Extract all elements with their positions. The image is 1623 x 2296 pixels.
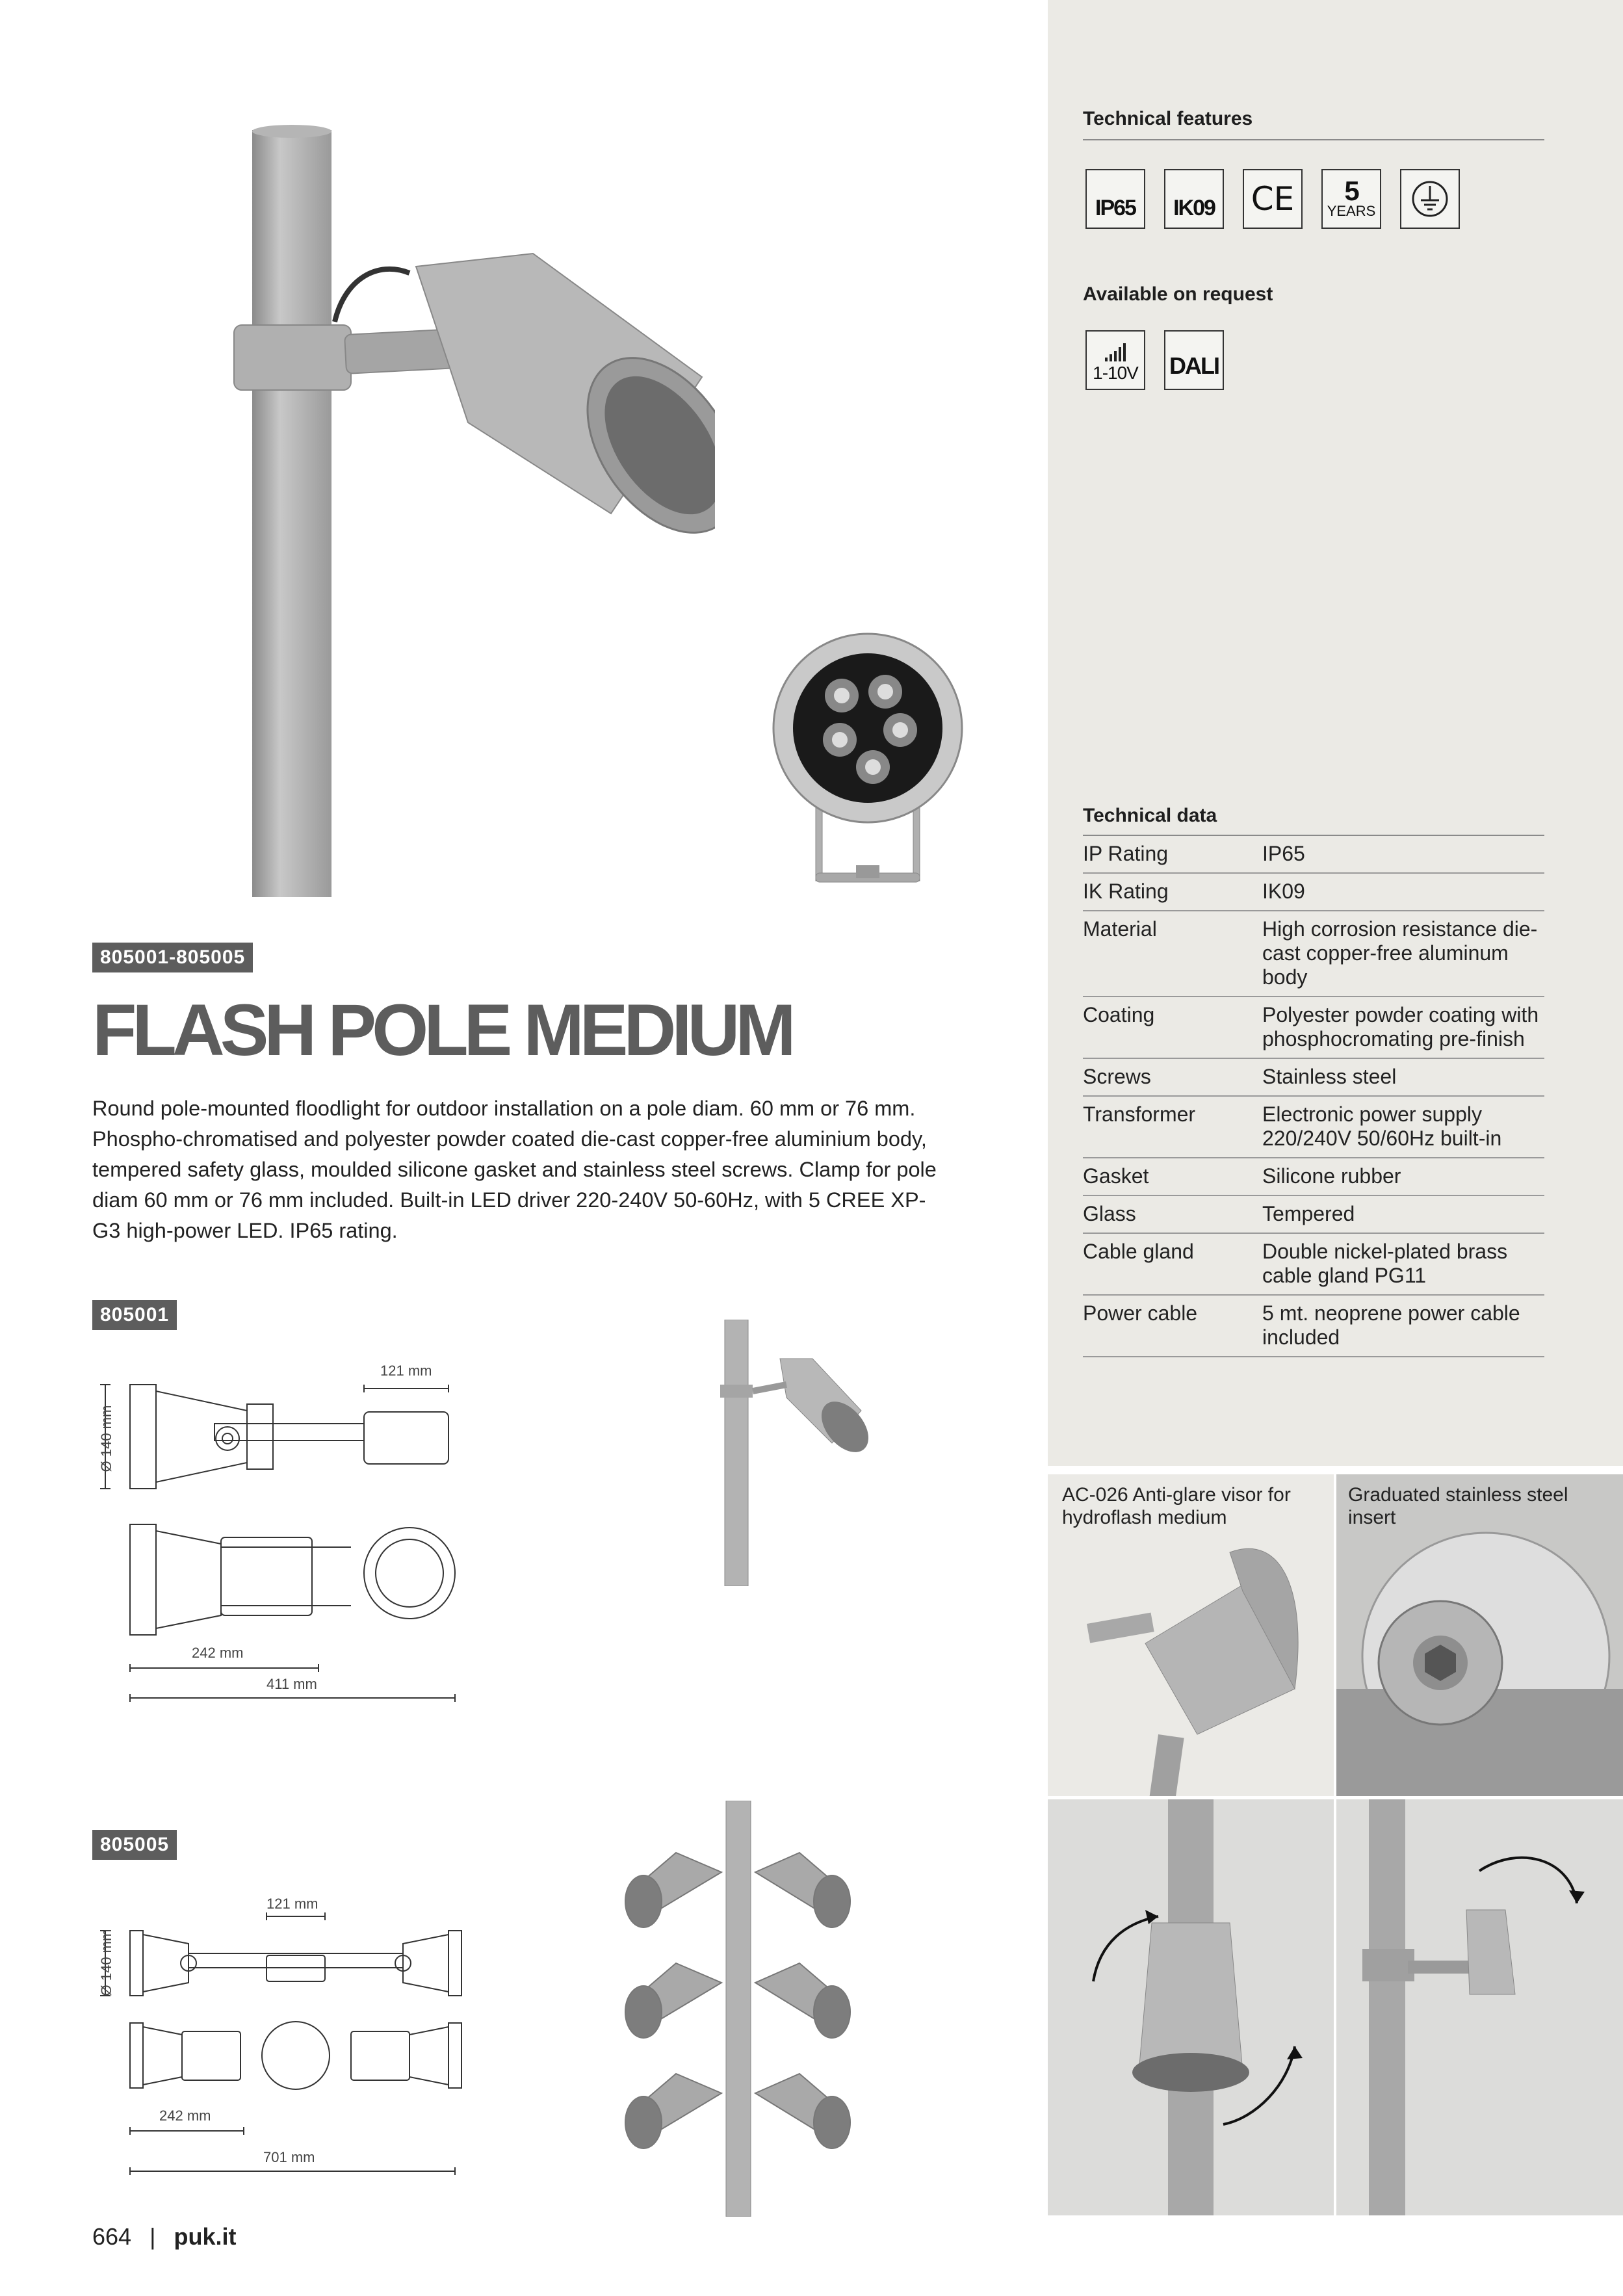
- tech-data-key: Gasket: [1083, 1158, 1262, 1195]
- technical-drawing-805001: [91, 1359, 481, 1710]
- dim-a: 242 mm: [192, 1645, 244, 1661]
- site-link[interactable]: puk.it: [174, 2223, 237, 2250]
- variant-code-805001: 805001: [92, 1300, 177, 1330]
- tech-data-key: Coating: [1083, 997, 1262, 1058]
- page-number: 664: [92, 2223, 132, 2250]
- tech-data-key: Glass: [1083, 1195, 1262, 1233]
- ik09-badge: IK09: [1164, 169, 1224, 229]
- tech-data-key: Transformer: [1083, 1096, 1262, 1158]
- dim-diameter: Ø 140 mm: [98, 1929, 114, 1996]
- tech-data-value: IK09: [1262, 873, 1544, 911]
- tech-data-key: Cable gland: [1083, 1233, 1262, 1295]
- dimmer-1-10v-badge: 1-10V: [1085, 330, 1145, 390]
- available-title: Available on request: [1083, 283, 1273, 305]
- variant-code-805005: 805005: [92, 1830, 177, 1860]
- tech-data-value: Stainless steel: [1262, 1058, 1544, 1096]
- ip65-badge: IP65: [1085, 169, 1145, 229]
- tech-data-value: Tempered: [1262, 1195, 1544, 1233]
- product-description: Round pole-mounted floodlight for outdoor installation on a pole diam. 60 mm or 76 mm. Phospho-chromatised and polyester powder coated die-cast copper-free aluminium body, tempered safety glass, moulded silicone gasket and stainless steel screws. Clamp for pole diam 60 mm or 76 mm included. Built-in LED driver 220-240V 50-60Hz, with 5 CREE XP-G3 high-power LED. IP65 rating.: [92, 1097, 937, 1242]
- tech-data-row: [1083, 1058, 1544, 1096]
- tech-data-key: Screws: [1083, 1058, 1262, 1096]
- tech-data-title: Technical data: [1083, 805, 1217, 826]
- tech-data-key: Material: [1083, 911, 1262, 997]
- product-code-badge: 805001-805005: [92, 943, 253, 972]
- tech-features-title: Technical features: [1083, 108, 1253, 129]
- warranty-badge: 5 YEARS: [1321, 169, 1381, 229]
- tech-data-key: IP Rating: [1083, 836, 1262, 873]
- dali-badge: DALI: [1164, 330, 1224, 390]
- divider: [1083, 139, 1544, 140]
- earth-ground-icon: [1400, 169, 1460, 229]
- footer-separator: |: [149, 2223, 156, 2250]
- product-photo-805005: [617, 1801, 864, 2217]
- technical-drawing-805005: [91, 1898, 481, 2184]
- tech-data-row: [1083, 1195, 1544, 1233]
- tech-data-row: [1083, 1233, 1544, 1295]
- tech-data-value: Double nickel-plated brass cable gland PG11: [1262, 1233, 1544, 1295]
- rotation-photo-horizontal: [1336, 1799, 1623, 2215]
- product-photo-main: [195, 98, 715, 897]
- accessory-insert-caption: Graduated stainless steel insert: [1348, 1484, 1568, 1528]
- product-photo-front: [770, 627, 965, 900]
- page-footer: [92, 2223, 236, 2250]
- signal-bars-icon: [1102, 343, 1128, 363]
- tech-data-key: IK Rating: [1083, 873, 1262, 911]
- tech-data-row: [1083, 911, 1544, 997]
- tech-data-table: [1083, 836, 1544, 1357]
- dim-diameter: Ø 140 mm: [98, 1405, 114, 1472]
- dim-a: 242 mm: [159, 2107, 211, 2124]
- tech-data-value: Electronic power supply 220/240V 50/60Hz built-in: [1262, 1096, 1544, 1158]
- dim-total: 411 mm: [266, 1676, 317, 1692]
- ce-mark-icon: CE: [1243, 169, 1303, 229]
- tech-data-value: High corrosion resistance die-cast copper-free aluminum body: [1262, 911, 1544, 997]
- tech-data-key: Power cable: [1083, 1295, 1262, 1357]
- tech-data-row: [1083, 836, 1544, 873]
- product-photo-805001: [715, 1320, 871, 1586]
- tech-data-value: 5 mt. neoprene power cable included: [1262, 1295, 1544, 1357]
- dim-total: 701 mm: [263, 2149, 315, 2165]
- tech-data-row: [1083, 997, 1544, 1058]
- accessory-visor-photo: [1048, 1474, 1334, 1796]
- tech-data-row: [1083, 1295, 1544, 1357]
- accessory-insert-photo: [1336, 1474, 1623, 1796]
- tech-data-row: [1083, 873, 1544, 911]
- tech-data-value: Silicone rubber: [1262, 1158, 1544, 1195]
- tech-data-value: IP65: [1262, 836, 1544, 873]
- tech-data-value: Polyester powder coating with phosphocromating pre-finish: [1262, 997, 1544, 1058]
- rotation-photo-vertical: [1048, 1799, 1334, 2215]
- product-title: FLASH POLE MEDIUM: [92, 989, 792, 1071]
- dim-width: 121 mm: [380, 1363, 432, 1379]
- tech-data-row: [1083, 1096, 1544, 1158]
- tech-data-row: [1083, 1158, 1544, 1195]
- dim-width: 121 mm: [266, 1896, 318, 1912]
- accessory-visor-caption: AC-026 Anti-glare visor for hydroflash medium: [1062, 1484, 1291, 1528]
